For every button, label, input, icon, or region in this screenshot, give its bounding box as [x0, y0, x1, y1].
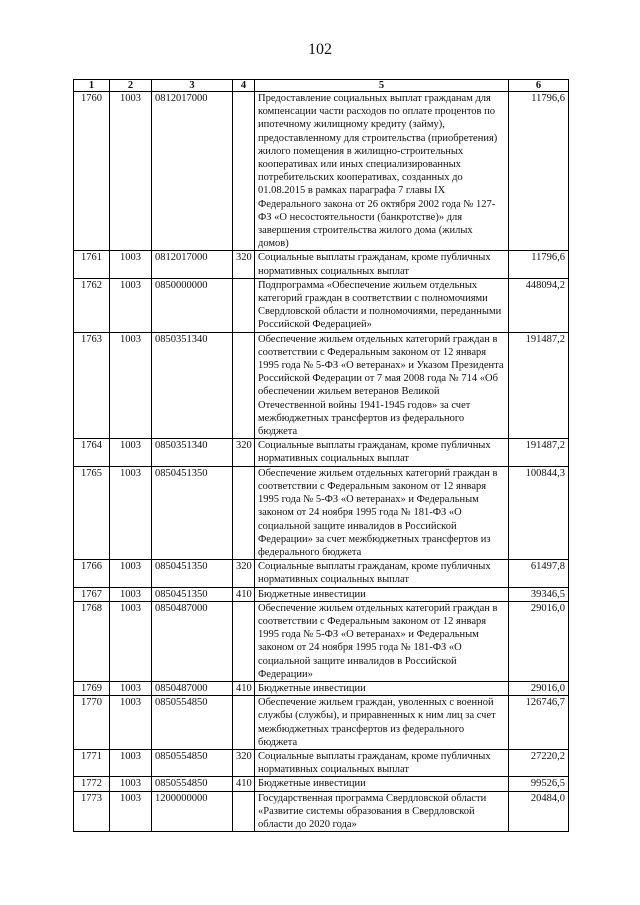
section-code-cell: 1003	[110, 587, 152, 601]
section-code-cell: 1003	[110, 791, 152, 832]
line-number-cell: 1773	[74, 791, 110, 832]
name-cell: Бюджетные инвестиции	[255, 777, 509, 791]
line-number-cell: 1760	[74, 92, 110, 251]
line-number-cell: 1764	[74, 439, 110, 466]
target-code-cell: 0850451350	[152, 560, 233, 587]
page-number: 102	[308, 41, 332, 58]
expense-type-cell	[233, 601, 255, 681]
section-code-cell: 1003	[110, 696, 152, 750]
name-cell: Обеспечение жильем граждан, уволенных с военной службы (службы), и приравненных к ним лиц за счет межбюджетных трансфертов из федерального бюджета	[255, 696, 509, 750]
name-cell: Обеспечение жильем отдельных категорий граждан в соответствии с Федеральным законом от 12 января 1995 года № 5-ФЗ «О ветеранах» и Федеральным законом от 24 ноября 1995 года № 181-ФЗ «О социальной защите инвалидов в Российской Федерации»	[255, 601, 509, 681]
amount-cell: 39346,5	[509, 587, 569, 601]
target-code-cell: 0812017000	[152, 92, 233, 251]
header-cell: 3	[152, 80, 233, 92]
target-code-cell: 0850487000	[152, 681, 233, 695]
name-cell: Социальные выплаты гражданам, кроме публичных нормативных социальных выплат	[255, 439, 509, 466]
expense-type-cell	[233, 466, 255, 559]
amount-cell: 126746,7	[509, 696, 569, 750]
section-code-cell: 1003	[110, 466, 152, 559]
amount-cell: 27220,2	[509, 749, 569, 776]
section-code-cell: 1003	[110, 439, 152, 466]
table-row	[74, 92, 569, 251]
table-header-row	[74, 80, 569, 92]
expense-type-cell: 320	[233, 439, 255, 466]
header-cell: 1	[74, 80, 110, 92]
table-row	[74, 278, 569, 332]
name-cell: Подпрограмма «Обеспечение жильем отдельных категорий граждан в соответствии с полномочиями Свердловской области и полномочиями, переданными Российской Федерацией»	[255, 278, 509, 332]
amount-cell: 99526,5	[509, 777, 569, 791]
line-number-cell: 1768	[74, 601, 110, 681]
line-number-cell: 1772	[74, 777, 110, 791]
line-number-cell: 1769	[74, 681, 110, 695]
amount-cell: 11796,6	[509, 92, 569, 251]
target-code-cell: 0850351340	[152, 439, 233, 466]
amount-cell: 100844,3	[509, 466, 569, 559]
name-cell: Социальные выплаты гражданам, кроме публичных нормативных социальных выплат	[255, 749, 509, 776]
table-row	[74, 777, 569, 791]
target-code-cell: 0850554850	[152, 696, 233, 750]
target-code-cell: 1200000000	[152, 791, 233, 832]
table-row	[74, 601, 569, 681]
header-cell: 5	[255, 80, 509, 92]
expense-type-cell: 410	[233, 777, 255, 791]
budget-table	[73, 79, 569, 832]
expense-type-cell	[233, 278, 255, 332]
section-code-cell: 1003	[110, 560, 152, 587]
target-code-cell: 0850554850	[152, 749, 233, 776]
table-row	[74, 439, 569, 466]
target-code-cell: 0850554850	[152, 777, 233, 791]
expense-type-cell: 320	[233, 749, 255, 776]
table-row	[74, 681, 569, 695]
name-cell: Обеспечение жильем отдельных категорий граждан в соответствии с Федеральным законом от 12 января 1995 года № 5-ФЗ «О ветеранах» и Указом Президента Российской Федерации от 7 мая 2008 года № 714 «Об обеспечении жильем ветеранов Великой Отечественной войны 1941-1945 годов» за счет межбюджетных трансфертов из федерального бюджета	[255, 332, 509, 439]
table-row	[74, 587, 569, 601]
expense-type-cell: 410	[233, 587, 255, 601]
table-row	[74, 749, 569, 776]
table-row	[74, 560, 569, 587]
line-number-cell: 1762	[74, 278, 110, 332]
table-row	[74, 791, 569, 832]
line-number-cell: 1766	[74, 560, 110, 587]
section-code-cell: 1003	[110, 601, 152, 681]
line-number-cell: 1765	[74, 466, 110, 559]
amount-cell: 29016,0	[509, 681, 569, 695]
name-cell: Обеспечение жильем отдельных категорий граждан в соответствии с Федеральным законом от 12 января 1995 года № 5-ФЗ «О ветеранах» и Федеральным законом от 24 ноября 1995 года № 181-ФЗ «О социальной защите инвалидов в Российской Федерации» за счет межбюджетных трансфертов из федерального бюджета	[255, 466, 509, 559]
name-cell: Социальные выплаты гражданам, кроме публичных нормативных социальных выплат	[255, 251, 509, 278]
name-cell: Государственная программа Свердловской области «Развитие системы образования в Свердловской области до 2020 года»	[255, 791, 509, 832]
header-cell: 2	[110, 80, 152, 92]
section-code-cell: 1003	[110, 749, 152, 776]
amount-cell: 29016,0	[509, 601, 569, 681]
target-code-cell: 0850000000	[152, 278, 233, 332]
header-cell: 4	[233, 80, 255, 92]
amount-cell: 191487,2	[509, 332, 569, 439]
section-code-cell: 1003	[110, 278, 152, 332]
section-code-cell: 1003	[110, 332, 152, 439]
section-code-cell: 1003	[110, 777, 152, 791]
section-code-cell: 1003	[110, 681, 152, 695]
expense-type-cell: 320	[233, 251, 255, 278]
name-cell: Социальные выплаты гражданам, кроме публичных нормативных социальных выплат	[255, 560, 509, 587]
amount-cell: 20484,0	[509, 791, 569, 832]
expense-type-cell	[233, 332, 255, 439]
expense-type-cell	[233, 92, 255, 251]
table-row	[74, 466, 569, 559]
name-cell: Бюджетные инвестиции	[255, 681, 509, 695]
table-row	[74, 251, 569, 278]
target-code-cell: 0850451350	[152, 587, 233, 601]
target-code-cell: 0850351340	[152, 332, 233, 439]
section-code-cell: 1003	[110, 251, 152, 278]
line-number-cell: 1763	[74, 332, 110, 439]
header-cell: 6	[509, 80, 569, 92]
amount-cell: 448094,2	[509, 278, 569, 332]
line-number-cell: 1770	[74, 696, 110, 750]
line-number-cell: 1771	[74, 749, 110, 776]
amount-cell: 191487,2	[509, 439, 569, 466]
amount-cell: 61497,8	[509, 560, 569, 587]
target-code-cell: 0850487000	[152, 601, 233, 681]
expense-type-cell	[233, 791, 255, 832]
expense-type-cell: 410	[233, 681, 255, 695]
section-code-cell: 1003	[110, 92, 152, 251]
table-row	[74, 332, 569, 439]
line-number-cell: 1767	[74, 587, 110, 601]
expense-type-cell	[233, 696, 255, 750]
amount-cell: 11796,6	[509, 251, 569, 278]
name-cell: Бюджетные инвестиции	[255, 587, 509, 601]
table-row	[74, 696, 569, 750]
name-cell: Предоставление социальных выплат гражданам для компенсации части расходов по оплате процентов по ипотечному жилищному кредиту (займу), предоставленному для строительства (приобретения) жилого помещения в жилищно-строительных кооперативах или иных специализированных потребительских кооперативах, созданных до 01.08.2015 в рамках параграфа 7 главы IX Федерального закона от 26 октября 2002 года № 127-ФЗ «О несостоятельности (банкротстве)» для завершения строительства жилого дома (жилых домов)	[255, 92, 509, 251]
target-code-cell: 0850451350	[152, 466, 233, 559]
line-number-cell: 1761	[74, 251, 110, 278]
target-code-cell: 0812017000	[152, 251, 233, 278]
expense-type-cell: 320	[233, 560, 255, 587]
